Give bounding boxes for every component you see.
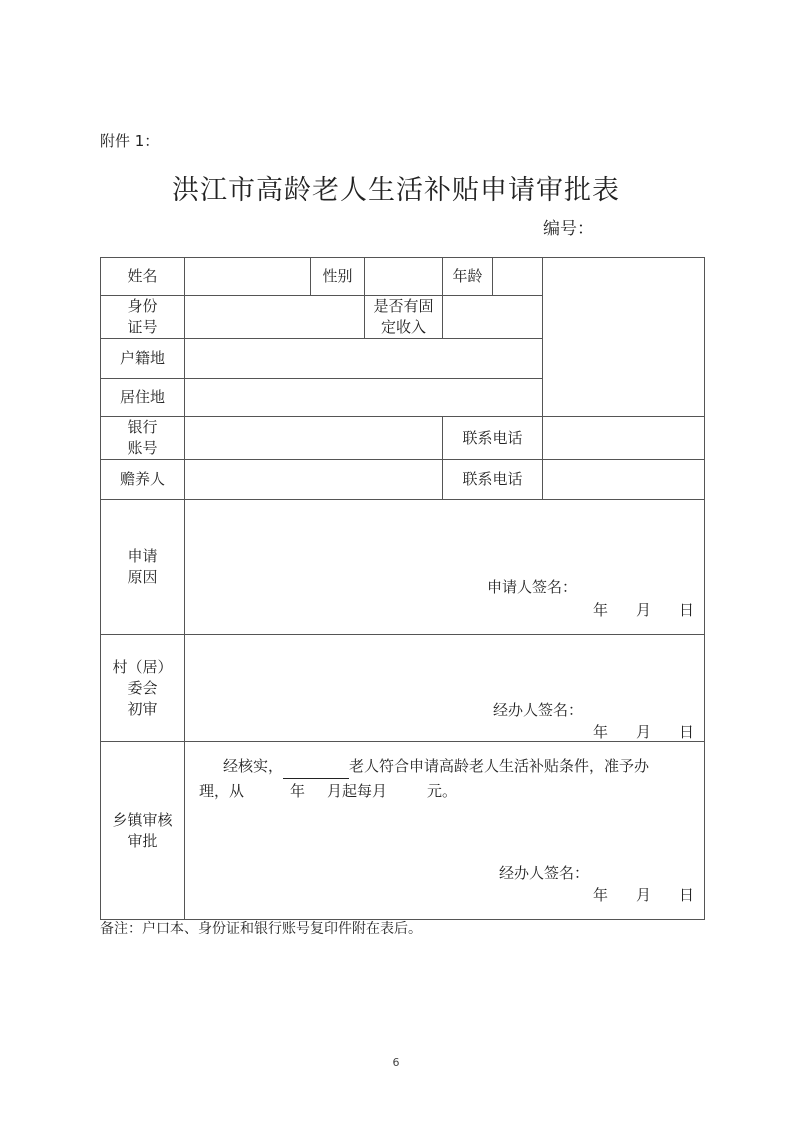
applicant-signature-label: 申请人签名： bbox=[487, 578, 578, 596]
gender-field[interactable] bbox=[365, 258, 443, 296]
elder-name-blank[interactable] bbox=[283, 762, 349, 779]
reason-label bbox=[101, 500, 185, 635]
form-title: 洪江市高龄老人生活补贴申请审批表 bbox=[172, 175, 620, 206]
verify-line2-year: 年 bbox=[290, 782, 306, 800]
household-field[interactable] bbox=[185, 339, 543, 379]
village-date bbox=[565, 721, 694, 742]
attachment-label: 附件 1： bbox=[100, 132, 160, 150]
bank-account-label bbox=[101, 417, 185, 460]
town-approval-field[interactable] bbox=[185, 742, 705, 920]
supporter-phone-label: 联系电话 bbox=[443, 460, 543, 500]
reason-label-line1: 申请 bbox=[127, 547, 158, 565]
town-approval-label-line2: 审批 bbox=[127, 831, 158, 850]
footnote: 备注：户口本、身份证和银行账号复印件附在表后。 bbox=[100, 921, 422, 937]
bank-account-label-line1: 银行 bbox=[127, 418, 158, 436]
village-handler-signature-label: 经办人签名： bbox=[493, 701, 584, 719]
village-review-label bbox=[101, 635, 185, 742]
verify-line2-start: 理，从 bbox=[199, 782, 245, 800]
fixed-income-label bbox=[365, 296, 443, 339]
reason-field[interactable] bbox=[185, 500, 705, 635]
fixed-income-label-line1: 是否有固 bbox=[373, 297, 434, 315]
supporter-field[interactable] bbox=[185, 460, 443, 500]
town-approval-label-line1: 乡镇审核 bbox=[112, 810, 173, 829]
name-label: 姓名 bbox=[101, 258, 185, 296]
photo-box bbox=[543, 258, 705, 417]
date-month: 月 bbox=[635, 723, 651, 741]
date-year: 年 bbox=[592, 886, 608, 904]
town-approval-label bbox=[101, 742, 185, 920]
date-year: 年 bbox=[592, 601, 608, 619]
bank-account-field[interactable] bbox=[185, 417, 443, 460]
serial-number-label: 编号： bbox=[543, 219, 594, 239]
application-form-table bbox=[100, 257, 704, 917]
id-number-label bbox=[101, 296, 185, 339]
name-field[interactable] bbox=[185, 258, 311, 296]
id-number-field[interactable] bbox=[185, 296, 365, 339]
supporter-label: 赡养人 bbox=[101, 460, 185, 500]
reason-label-line2: 原因 bbox=[127, 568, 158, 586]
age-field[interactable] bbox=[493, 258, 543, 296]
town-date bbox=[565, 884, 694, 905]
verify-line2-month: 月起每月 bbox=[327, 782, 388, 800]
phone-label: 联系电话 bbox=[443, 417, 543, 460]
fixed-income-field[interactable] bbox=[443, 296, 543, 339]
verify-prefix: 经核实， bbox=[223, 757, 284, 775]
household-label: 户籍地 bbox=[101, 339, 185, 379]
page-number: 6 bbox=[392, 1056, 400, 1069]
id-number-label-line1: 身份 bbox=[127, 297, 158, 315]
id-number-label-line2: 证号 bbox=[127, 318, 158, 336]
age-label: 年龄 bbox=[443, 258, 493, 296]
residence-field[interactable] bbox=[185, 379, 543, 417]
verification-statement bbox=[199, 754, 690, 804]
date-day: 日 bbox=[678, 723, 694, 741]
fixed-income-label-line2: 定收入 bbox=[380, 318, 426, 336]
village-review-field[interactable] bbox=[185, 635, 705, 742]
date-month: 月 bbox=[635, 601, 651, 619]
date-day: 日 bbox=[678, 601, 694, 619]
date-month: 月 bbox=[635, 886, 651, 904]
village-review-label-line2: 委会 bbox=[127, 678, 158, 697]
date-day: 日 bbox=[678, 886, 694, 904]
residence-label: 居住地 bbox=[101, 379, 185, 417]
town-handler-signature-label: 经办人签名： bbox=[499, 864, 590, 882]
village-review-label-line3: 初审 bbox=[127, 699, 158, 718]
supporter-phone-field[interactable] bbox=[543, 460, 705, 500]
gender-label: 性别 bbox=[311, 258, 365, 296]
bank-account-label-line2: 账号 bbox=[127, 439, 158, 457]
village-review-label-line1: 村（居） bbox=[112, 657, 173, 676]
verify-middle: 老人符合申请高龄老人生活补贴条件，准予办 bbox=[349, 757, 650, 775]
phone-field[interactable] bbox=[543, 417, 705, 460]
date-year: 年 bbox=[592, 723, 608, 741]
applicant-date bbox=[565, 599, 694, 620]
verify-line2-amount: 元。 bbox=[427, 782, 458, 800]
